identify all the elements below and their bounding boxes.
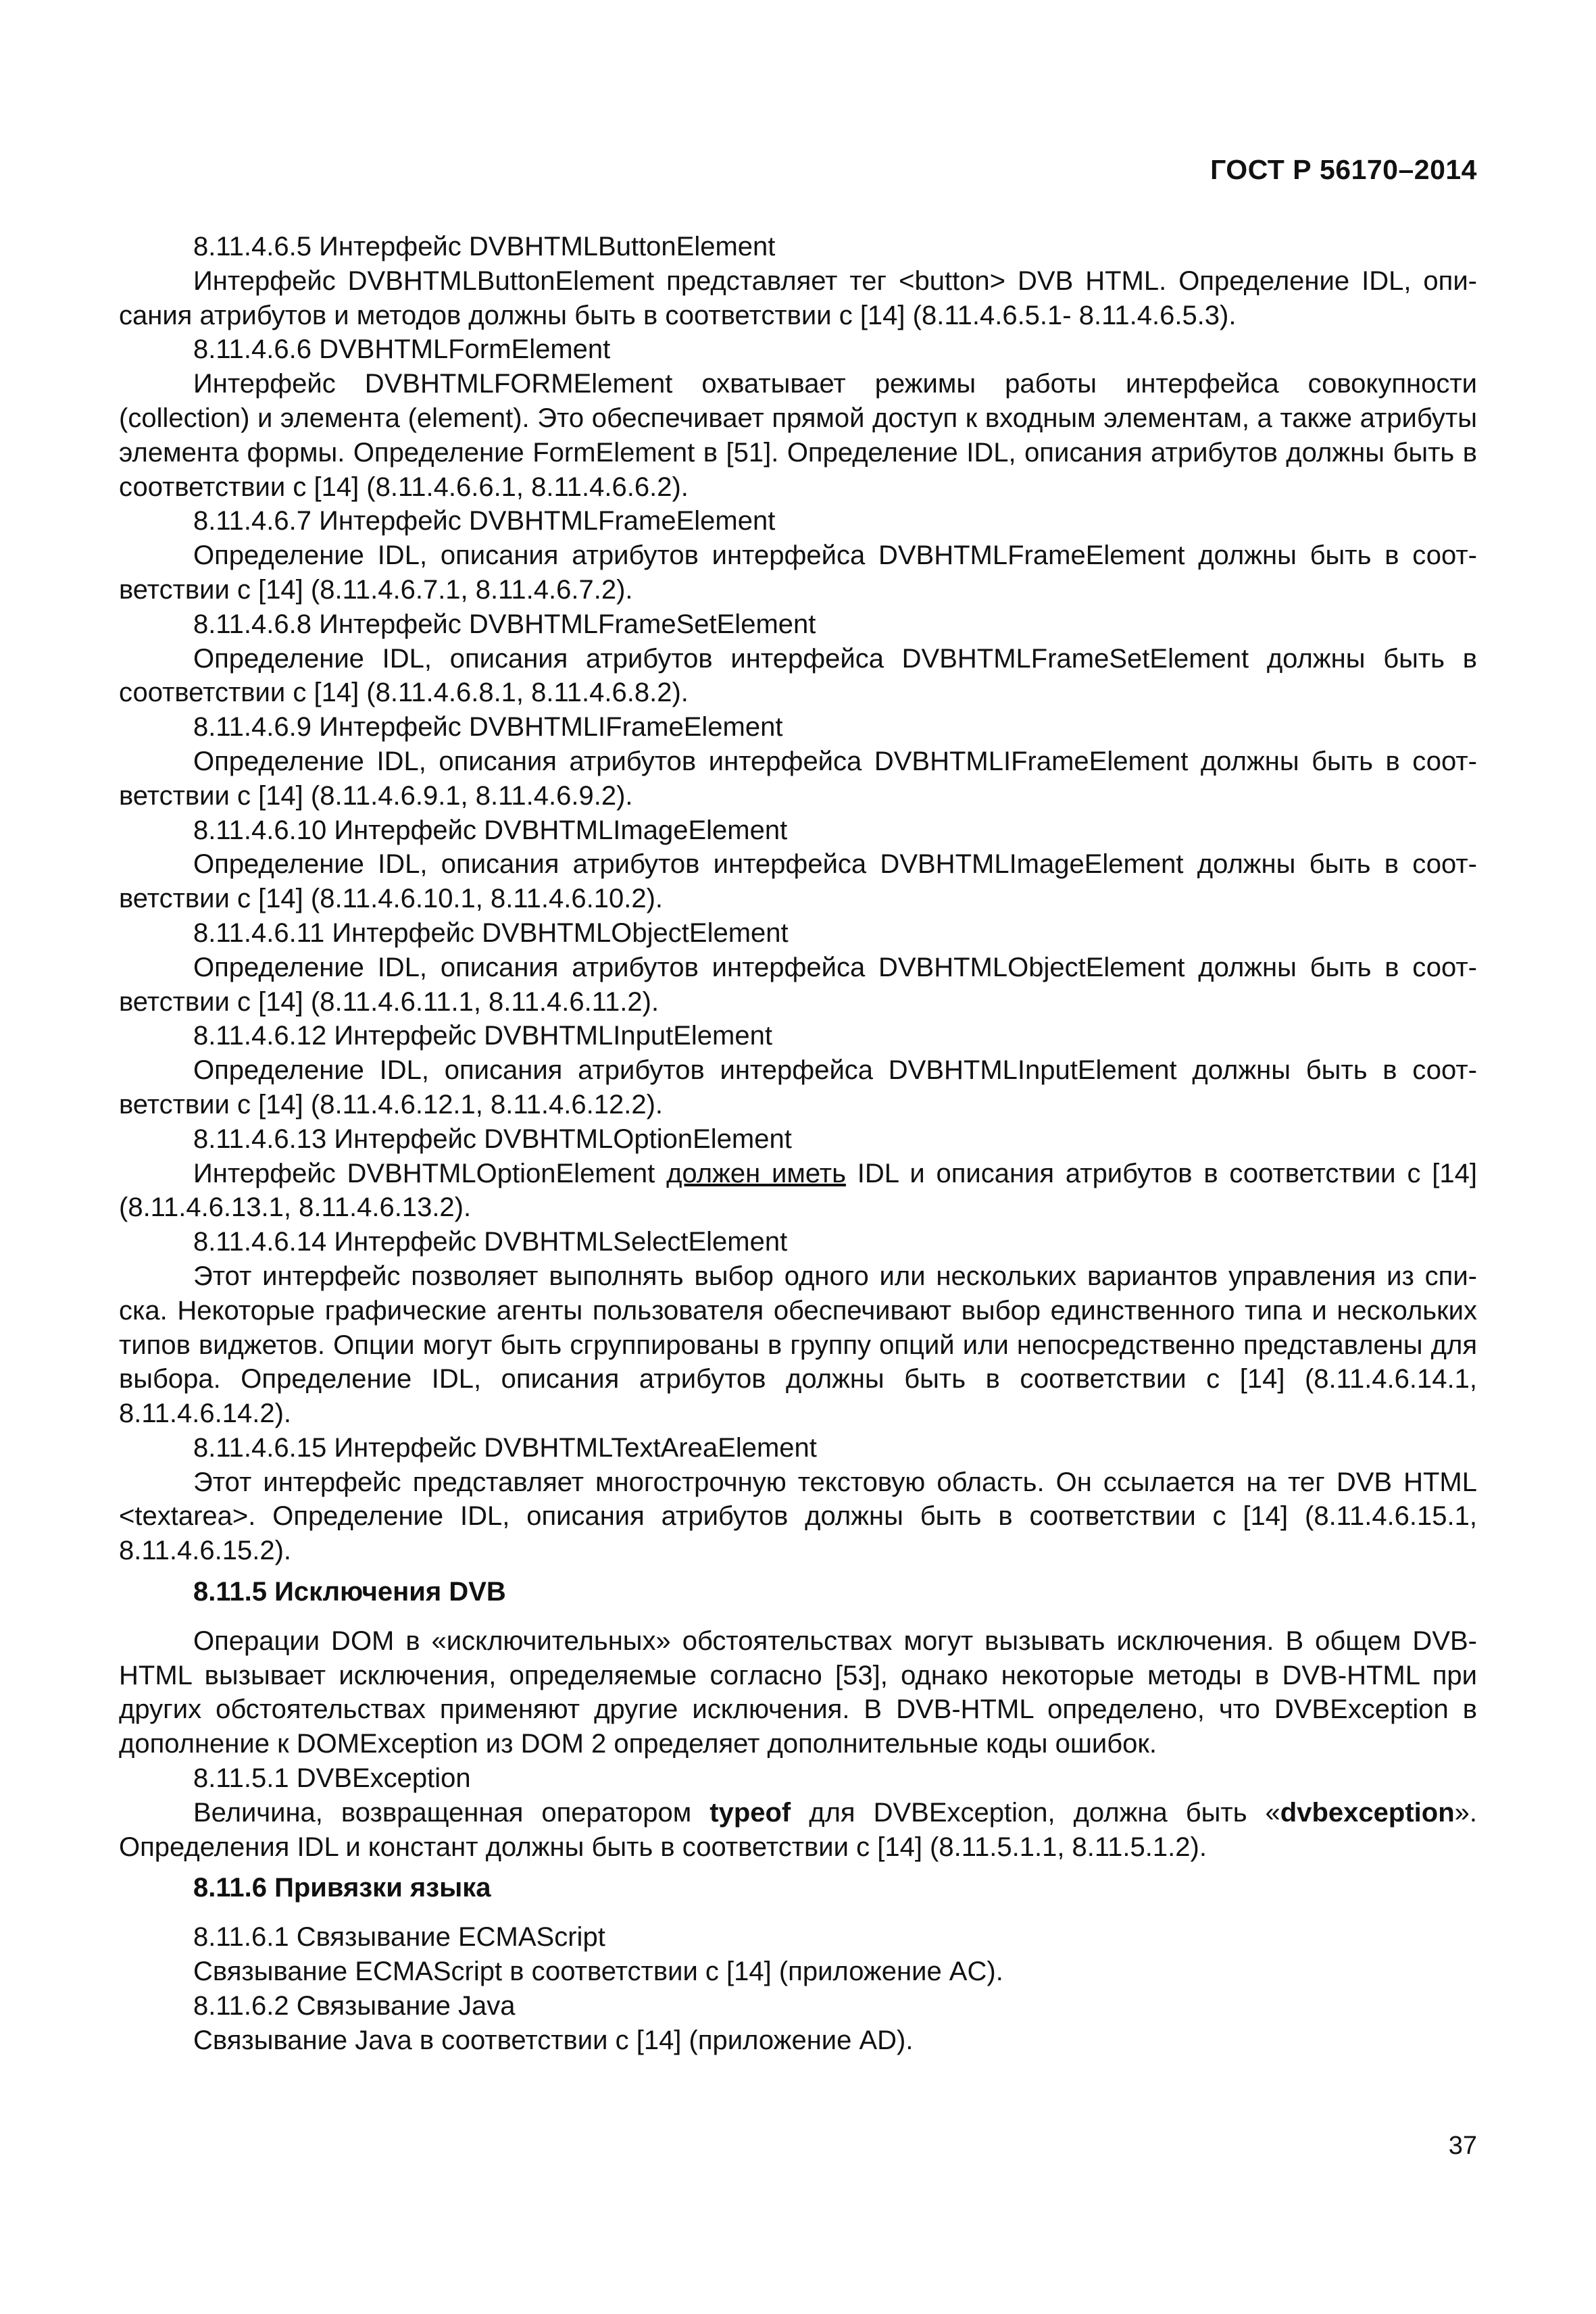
- clause-heading: 8.11.6.1 Связывание ECMAScript: [193, 1922, 605, 1953]
- clause-heading: 8.11.4.6.9 Интерфейс DVBHTMLIFrameElement: [193, 712, 783, 743]
- text-fragment: Интерфейс DVBHTMLOptionElement: [193, 1158, 667, 1188]
- clause-heading: 8.11.4.6.11 Интерфейс DVBHTMLObjectElement: [193, 917, 789, 948]
- clause-text: Определение IDL, описания атрибутов интерфейса DVBHTMLFrameSetElement должны быть в соответствии с [14] (8.11.4.6.8.1, 8.11.4.6.8.2).: [119, 643, 1477, 708]
- clause-heading: 8.11.4.6.8 Интерфейс DVBHTMLFrameSetElement: [193, 609, 816, 639]
- clause-text: Связывание Java в соответствии с [14] (приложение AD).: [193, 2025, 914, 2055]
- clause-heading: 8.11.4.6.6 DVBHTMLFormElement: [193, 334, 611, 365]
- clause-heading: 8.11.5.1 DVBException: [193, 1763, 471, 1794]
- clause-text: Этот интерфейс представляет многострочную текстовую область. Он ссылается на тег DVB HTML <textarea>. Определение IDL, описания атрибутов должны быть в соответствии с [14] (8.11.4.6.15.1, 8.11.4.6.15.2).: [119, 1467, 1477, 1566]
- bold-keyword: dvbexception: [1280, 1797, 1455, 1828]
- bold-keyword: typeof: [709, 1797, 791, 1828]
- clause-heading: 8.11.4.6.14 Интерфейс DVBHTMLSelectElement: [193, 1227, 788, 1257]
- clause-text: Определение IDL, описания атрибутов интерфейса DVBHTMLFrameElement должны быть в соответствии с [14] (8.11.4.6.7.1, 8.11.4.6.7.2).: [119, 540, 1477, 605]
- clause-text: Этот интерфейс позволяет выполнять выбор одного или нескольких вариантов управления из списка. Некоторые графические агенты пользователя обеспечивают выбор единственного типа и нескольких типов виджетов. Опции могут быть сгруппированы в группу опций или непосредственно представлены для выбора. Определение IDL, описания атрибутов должны быть в соответствии с [14] (8.11.4.6.14.1, 8.11.4.6.14.2).: [119, 1261, 1477, 1429]
- underlined-text: должен иметь: [666, 1158, 846, 1188]
- clause-heading: 8.11.4.6.12 Интерфейс DVBHTMLInputElement: [193, 1021, 772, 1051]
- clause-text: Интерфейс DVBHTMLButtonElement представляет тег <button> DVB HTML. Определение IDL, описания атрибутов и методов должны быть в соответствии с [14] (8.11.4.6.5.1- 8.11.4.6.5.3).: [119, 266, 1477, 330]
- clause-heading: 8.11.4.6.7 Интерфейс DVBHTMLFrameElement: [193, 506, 776, 536]
- text-fragment: Величина, возвращенная оператором: [193, 1797, 710, 1828]
- page-number: 37: [1448, 2132, 1477, 2160]
- text-fragment: IDL и описания атрибутов в соответствии с [14] (8.11.4.6.13.1, 8.11.4.6.13.2).: [119, 1158, 1477, 1223]
- clause-text: Определение IDL, описания атрибутов интерфейса DVBHTMLImageElement должны быть в соответствии с [14] (8.11.4.6.10.1, 8.11.4.6.10.2).: [119, 849, 1477, 914]
- clause-heading: 8.11.4.6.15 Интерфейс DVBHTMLTextAreaElement: [193, 1432, 817, 1463]
- clause-heading: 8.11.4.6.10 Интерфейс DVBHTMLImageElement: [193, 815, 788, 845]
- clause-text: Определение IDL, описания атрибутов интерфейса DVBHTMLInputElement должны быть в соответствии с [14] (8.11.4.6.12.1, 8.11.4.6.12.2).: [119, 1055, 1477, 1120]
- clause-text: [119, 1157, 1477, 1226]
- clause-text: Определение IDL, описания атрибутов интерфейса DVBHTMLObjectElement должны быть в соответствии с [14] (8.11.4.6.11.1, 8.11.4.6.11.2).: [119, 952, 1477, 1017]
- clause-heading: 8.11.6.2 Связывание Java: [193, 1990, 516, 2021]
- section-title: 8.11.6 Привязки языка: [193, 1873, 491, 1903]
- document-code: ГОСТ Р 56170–2014: [1210, 154, 1477, 185]
- clause-heading: 8.11.4.6.13 Интерфейс DVBHTMLOptionElement: [193, 1124, 792, 1154]
- text-fragment: ». Определения IDL и констант должны быть в соответствии с [14] (8.11.5.1.1, 8.11.5.1.2).: [119, 1797, 1477, 1862]
- clause-text: Определение IDL, описания атрибутов интерфейса DVBHTMLIFrameElement должны быть в соответствии с [14] (8.11.4.6.9.1, 8.11.4.6.9.2).: [119, 746, 1477, 811]
- section-title: 8.11.5 Исключения DVB: [193, 1577, 506, 1607]
- clause-text: [119, 1796, 1477, 1865]
- page-content: [119, 230, 1477, 2057]
- clause-text: Интерфейс DVBHTMLFORMElement охватывает режимы работы интерфейса совокупности (collection) и элемента (element). Это обеспечивает прямой доступ к входным элементам, а также атрибуты элемента формы. Определение FormElement в [51]. Определение IDL, описания атрибутов должны быть в соответствии с [14] (8.11.4.6.6.1, 8.11.4.6.6.2).: [119, 369, 1477, 502]
- clause-heading: 8.11.4.6.5 Интерфейс DVBHTMLButtonElement: [193, 232, 776, 261]
- section-text: Операции DOM в «исключительных» обстоятельствах могут вызывать исключения. В общем DVB-HTML вызывает исключения, определяемые согласно [53], однако некоторые методы в DVB-HTML при других обстоятельствах применяют другие исключения. В DVB-HTML определено, что DVBException в дополнение к DOMException из DOM 2 определяет дополнительные коды ошибок.: [119, 1626, 1477, 1759]
- clause-text: Связывание ECMAScript в соответствии с [14] (приложение AC).: [193, 1957, 1003, 1987]
- text-fragment: для DVBException, должна быть «: [791, 1797, 1280, 1828]
